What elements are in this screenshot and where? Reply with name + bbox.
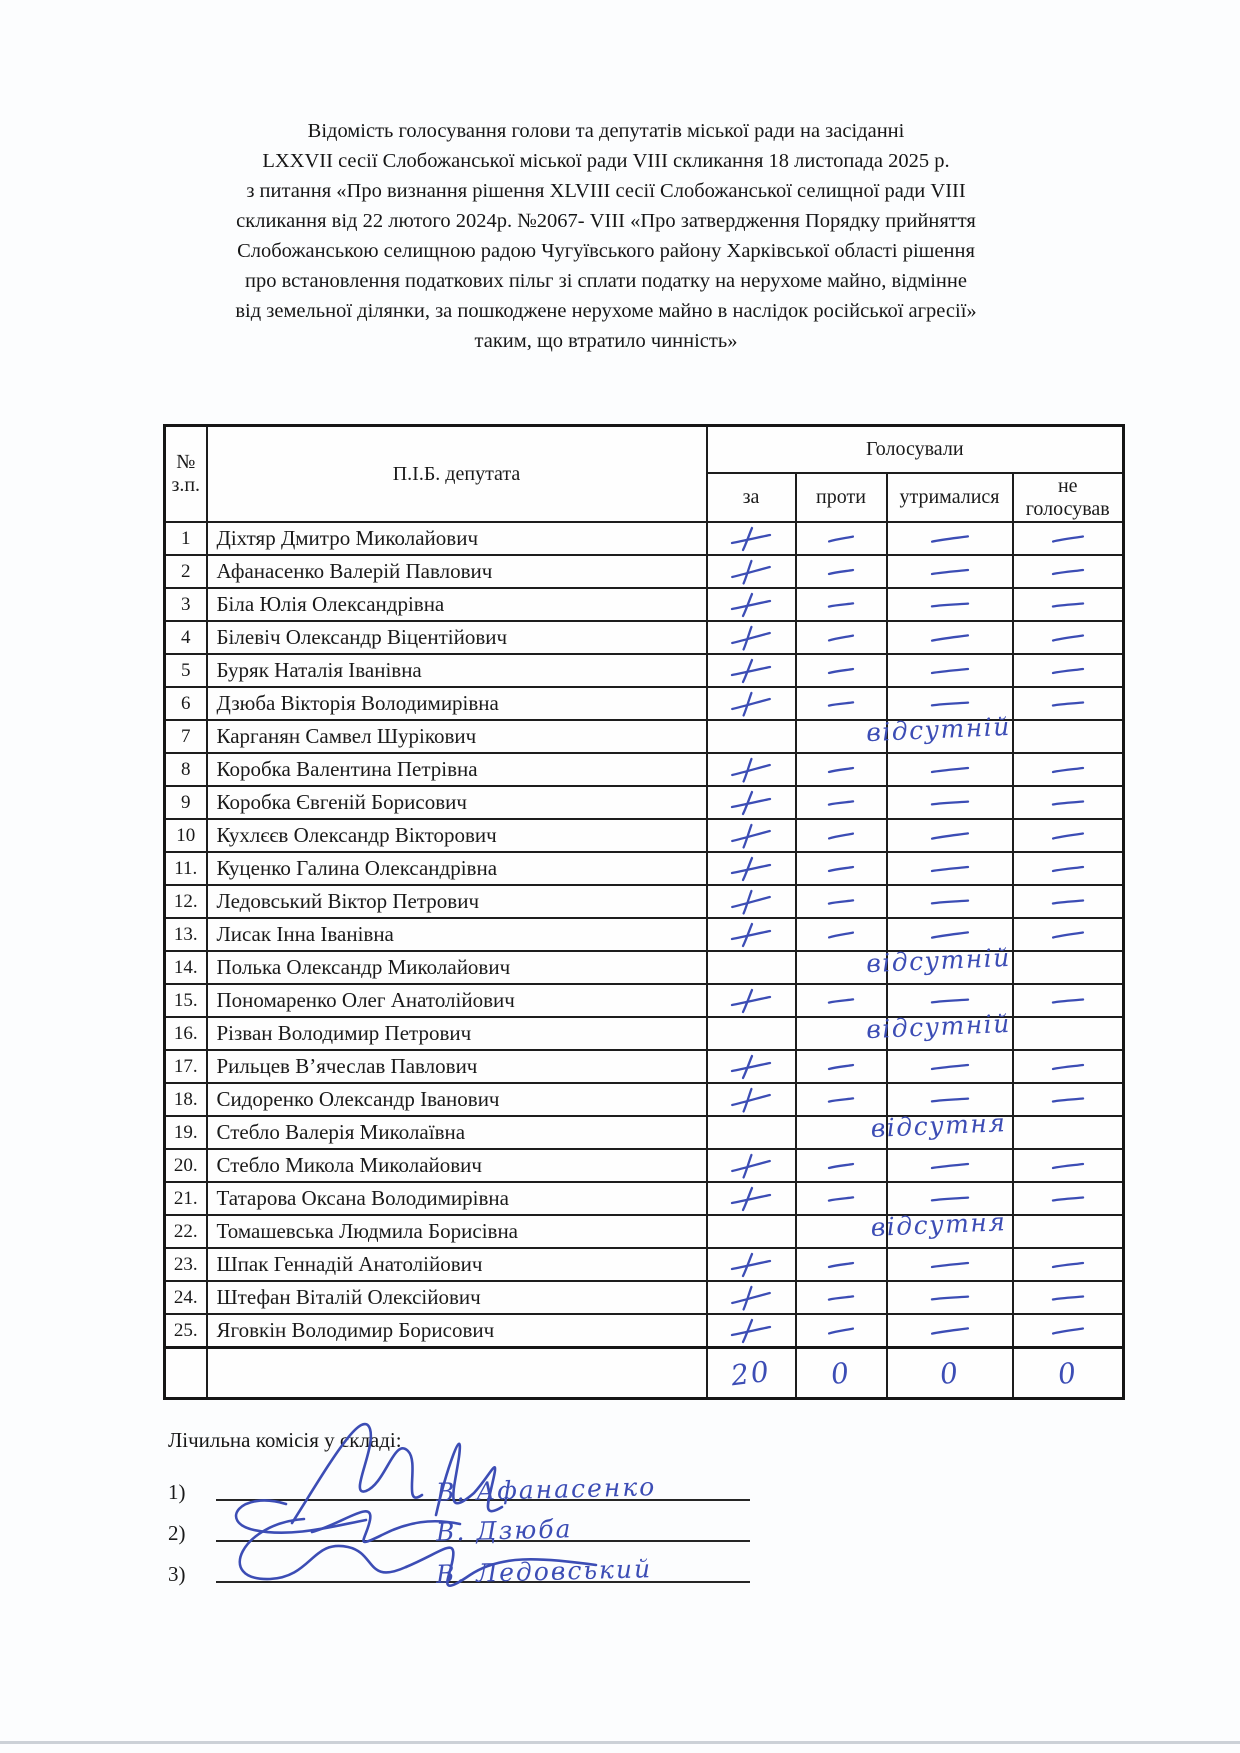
row-number: 6: [165, 687, 207, 720]
absent-note: відсутній: [865, 711, 1011, 748]
empty-dash-mark-icon: [928, 697, 970, 710]
empty-dash-mark-icon: [929, 1259, 971, 1271]
deputy-row: [165, 819, 1124, 852]
deputy-name: Лисак Інна Іванівна: [207, 918, 707, 951]
deputy-row: [165, 885, 1124, 918]
empty-dash-mark-icon: [1050, 1160, 1086, 1172]
absent-note: відсутня: [869, 1108, 1007, 1143]
absent-note: відсутній: [865, 942, 1011, 979]
vote-utrymalysia-cell: [887, 522, 1013, 555]
empty-dash-mark-icon: [826, 764, 856, 776]
empty-dash-mark-icon: [1050, 1324, 1086, 1337]
empty-dash-mark-icon: [826, 1160, 856, 1172]
empty-dash-mark-icon: [929, 566, 971, 578]
vote-plus-mark-icon: [729, 988, 773, 1014]
vote-ne-holosuvav-cell: [1013, 753, 1124, 786]
row-number: 18.: [165, 1083, 207, 1116]
deputy-name: Сидоренко Олександр Іванович: [207, 1083, 707, 1116]
vote-proty-cell: [796, 753, 887, 786]
vote-plus-mark-icon: [728, 1283, 773, 1311]
vote-utrymalysia-cell: [887, 555, 1013, 588]
vote-za-cell: [707, 1050, 796, 1083]
deputies-table-body: [165, 522, 1124, 1348]
vote-proty-cell: [796, 687, 887, 720]
vote-proty-cell: [796, 1314, 887, 1348]
vote-plus-mark-icon: [729, 856, 773, 882]
vote-ne-holosuvav-cell: [1013, 621, 1124, 654]
deputy-name: Стебло Микола Миколайович: [207, 1149, 707, 1182]
vote-ne-holosuvav-cell: [1013, 588, 1124, 621]
deputy-row: [165, 1149, 1124, 1182]
vote-ne-holosuvav-cell: [1013, 1050, 1124, 1083]
deputy-row: [165, 1017, 1124, 1050]
vote-ne-holosuvav-cell: [1013, 819, 1124, 852]
commission-label: Лічильна комісія у складі:: [168, 1428, 402, 1452]
total-proty-cell: [796, 1348, 887, 1399]
empty-dash-mark-icon: [826, 1324, 856, 1337]
empty-dash-mark-icon: [826, 532, 856, 545]
deputy-name: Різван Володимир Петрович: [207, 1017, 707, 1050]
deputy-name: Штефан Віталій Олексійович: [207, 1281, 707, 1314]
empty-dash-mark-icon: [1050, 1259, 1086, 1271]
deputy-row: [165, 786, 1124, 819]
vote-proty-cell: [796, 1182, 887, 1215]
total-ne-holosuvav-cell: [1013, 1348, 1124, 1399]
row-number: 9: [165, 786, 207, 819]
vote-plus-mark-icon: [728, 689, 773, 717]
empty-dash-mark-icon: [1050, 796, 1086, 809]
vote-proty-cell: [796, 1281, 887, 1314]
deputy-name: Дзюба Вікторія Володимирівна: [207, 687, 707, 720]
vote-za-cell: [707, 687, 796, 720]
row-number: 14.: [165, 951, 207, 984]
vote-proty-cell: [796, 522, 887, 555]
vote-ne-holosuvav-cell: [1013, 1149, 1124, 1182]
row-number: 2: [165, 555, 207, 588]
empty-dash-mark-icon: [826, 1291, 856, 1304]
deputy-row: [165, 852, 1124, 885]
title-line: з питання «Про визнання рішення XLVIII сесії Слобожанської селищної ради VIII: [246, 180, 966, 202]
deputy-name: Полька Олександр Миколайович: [207, 951, 707, 984]
vote-za-cell: [707, 621, 796, 654]
vote-utrymalysia-cell: [887, 1149, 1013, 1182]
vote-proty-cell: [796, 819, 887, 852]
total-za-value: 20: [729, 1354, 773, 1392]
title-line: таким, що втратило чинність»: [474, 330, 738, 352]
vote-proty-cell: [796, 588, 887, 621]
signature-name: В. Афанасенко: [435, 1472, 657, 1507]
vote-utrymalysia-cell: [887, 819, 1013, 852]
row-number: 22.: [165, 1215, 207, 1248]
empty-dash-mark-icon: [929, 665, 971, 677]
deputy-name: Буряк Наталія Іванівна: [207, 654, 707, 687]
vote-ne-holosuvav-cell: [1013, 1248, 1124, 1281]
deputy-name: Карганян Самвел Шурікович: [207, 720, 707, 753]
total-utrymalysia-value: 0: [937, 1355, 962, 1391]
empty-dash-mark-icon: [929, 1061, 971, 1073]
vote-proty-cell: [796, 1207, 1007, 1248]
signature-line-number: 2): [168, 1521, 186, 1545]
empty-dash-mark-icon: [826, 829, 856, 842]
empty-dash-mark-icon: [826, 796, 856, 809]
vote-za-cell: [707, 786, 796, 819]
voting-table: [163, 424, 1125, 1400]
row-number: 13.: [165, 918, 207, 951]
vote-proty-cell: [796, 621, 887, 654]
vote-proty-cell: [796, 1149, 887, 1182]
vote-proty-cell: [796, 555, 887, 588]
deputy-name: Рильцев В’ячеслав Павлович: [207, 1050, 707, 1083]
col-header-number-bottom: з.п.: [171, 474, 201, 496]
vote-plus-mark-icon: [728, 821, 773, 849]
empty-dash-mark-icon: [826, 566, 856, 578]
vote-utrymalysia-cell: [887, 654, 1013, 687]
deputy-row: [165, 522, 1124, 555]
empty-dash-mark-icon: [928, 994, 970, 1007]
vote-plus-mark-icon: [729, 1318, 773, 1344]
table-footer: [165, 1348, 1124, 1399]
col-header-utrymalysia: утрималися: [887, 473, 1013, 522]
totals-empty-name-cell: [207, 1348, 707, 1399]
vote-za-cell: [707, 1083, 796, 1116]
deputy-name: Кухлєєв Олександр Вікторович: [207, 819, 707, 852]
title-line: від земельної ділянки, за пошкоджене нерухоме майно в наслідок російської агресії»: [235, 300, 977, 322]
vote-ne-holosuvav-cell: [1013, 852, 1124, 885]
vote-plus-mark-icon: [728, 887, 773, 915]
vote-plus-mark-icon: [729, 658, 773, 684]
row-number: 16.: [165, 1017, 207, 1050]
row-number: 20.: [165, 1149, 207, 1182]
empty-dash-mark-icon: [826, 928, 856, 941]
vote-za-cell: [707, 588, 796, 621]
vote-proty-cell: [796, 786, 887, 819]
vote-utrymalysia-cell: [887, 1248, 1013, 1281]
empty-dash-mark-icon: [928, 1093, 970, 1106]
vote-plus-mark-icon: [728, 1085, 773, 1113]
row-number: 7: [165, 720, 207, 753]
signature-line-3: [168, 1551, 908, 1592]
vote-proty-cell: [796, 942, 1011, 984]
row-number: 12.: [165, 885, 207, 918]
vote-za-cell: [707, 852, 796, 885]
deputy-name: Діхтяр Дмитро Миколайович: [207, 522, 707, 555]
signature-line-1: [168, 1469, 908, 1510]
col-header-voted-group: Голосували: [707, 426, 1124, 474]
vote-ne-holosuvav-cell: [1013, 786, 1124, 819]
empty-dash-mark-icon: [928, 1192, 970, 1205]
deputy-name: Біла Юлія Олександрівна: [207, 588, 707, 621]
vote-proty-cell: [796, 1248, 887, 1281]
vote-proty-cell: [796, 1108, 1007, 1149]
empty-dash-mark-icon: [1050, 532, 1086, 545]
empty-dash-mark-icon: [826, 697, 856, 710]
empty-dash-mark-icon: [1050, 764, 1086, 776]
col-header-za: за: [707, 473, 796, 522]
vote-proty-cell: [796, 711, 1011, 753]
vote-plus-mark-icon: [729, 922, 773, 948]
signature-name: В. Дзюба: [435, 1514, 573, 1547]
row-number: 11.: [165, 852, 207, 885]
title-line: Відомість голосування голови та депутатів міської ради на засіданні: [307, 120, 905, 142]
deputy-row: [165, 951, 1124, 984]
total-proty-value: 0: [829, 1355, 853, 1391]
col-header-ne-holosuvav: не голосував: [1013, 473, 1124, 522]
deputy-row: [165, 1050, 1124, 1083]
empty-dash-mark-icon: [928, 631, 970, 644]
vote-ne-holosuvav-cell: [1013, 1281, 1124, 1314]
deputy-name: Білевіч Олександр Віцентійович: [207, 621, 707, 654]
vote-plus-mark-icon: [729, 1054, 773, 1080]
empty-dash-mark-icon: [826, 1061, 856, 1073]
vote-ne-holosuvav-cell: [1013, 1314, 1124, 1348]
vote-proty-cell: [796, 654, 887, 687]
vote-utrymalysia-cell: [887, 753, 1013, 786]
deputy-row: [165, 621, 1124, 654]
vote-proty-cell: [796, 918, 887, 951]
empty-dash-mark-icon: [1050, 863, 1086, 875]
document-title: [166, 116, 1046, 356]
title-line: LXXVII сесії Слобожанської міської ради VIII скликання 18 листопада 2025 р.: [262, 150, 950, 172]
row-number: 19.: [165, 1116, 207, 1149]
vote-za-cell: [707, 555, 796, 588]
totals-row: [165, 1348, 1124, 1399]
empty-dash-mark-icon: [826, 1259, 856, 1271]
vote-ne-holosuvav-cell: [1013, 885, 1124, 918]
vote-za-cell: [707, 522, 796, 555]
totals-empty-number-cell: [165, 1348, 207, 1399]
col-header-number: [165, 426, 207, 523]
absent-note: відсутня: [869, 1207, 1007, 1242]
empty-dash-mark-icon: [1050, 598, 1086, 611]
signature-name: В. Ледовський: [435, 1554, 653, 1589]
title-line: скликання від 22 лютого 2024р. №2067- VIII «Про затвердження Порядку прийняття: [236, 210, 976, 232]
deputy-row: [165, 654, 1124, 687]
empty-dash-mark-icon: [928, 598, 970, 611]
total-za-cell: [707, 1348, 796, 1399]
empty-dash-mark-icon: [928, 532, 970, 545]
title-line: Слобожанською селищною радою Чугуївського району Харківської області рішення: [237, 240, 975, 262]
row-number: 17.: [165, 1050, 207, 1083]
signature-line-number: 3): [168, 1562, 186, 1586]
vote-za-cell: [707, 918, 796, 951]
deputy-row: [165, 1215, 1124, 1248]
vote-utrymalysia-cell: [887, 885, 1013, 918]
row-number: 23.: [165, 1248, 207, 1281]
deputy-name: Коробка Євгеній Борисович: [207, 786, 707, 819]
row-number: 15.: [165, 984, 207, 1017]
vote-utrymalysia-cell: [887, 852, 1013, 885]
signature-line-2: [168, 1510, 908, 1551]
row-number: 1: [165, 522, 207, 555]
title-line: про встановлення податкових пільг зі сплати податку на нерухоме майно, відмінне: [245, 270, 967, 292]
vote-plus-mark-icon: [729, 790, 773, 816]
empty-dash-mark-icon: [929, 764, 971, 776]
vote-za-cell: [707, 984, 796, 1017]
vote-za-cell: [707, 1314, 796, 1348]
empty-dash-mark-icon: [826, 1093, 856, 1106]
empty-dash-mark-icon: [928, 1324, 970, 1337]
empty-dash-mark-icon: [928, 895, 970, 908]
deputy-row: [165, 555, 1124, 588]
col-header-proty: проти: [796, 473, 887, 522]
empty-dash-mark-icon: [929, 1160, 971, 1172]
empty-dash-mark-icon: [928, 829, 970, 842]
empty-dash-mark-icon: [826, 1192, 856, 1205]
empty-dash-mark-icon: [826, 863, 856, 875]
vote-za-cell: [707, 819, 796, 852]
vote-plus-mark-icon: [728, 755, 773, 783]
empty-dash-mark-icon: [928, 1291, 970, 1304]
vote-utrymalysia-cell: [887, 1050, 1013, 1083]
deputy-row: [165, 720, 1124, 753]
vote-plus-mark-icon: [728, 557, 773, 585]
total-ne-holosuvav-value: 0: [1055, 1355, 1080, 1391]
row-number: 21.: [165, 1182, 207, 1215]
vote-proty-cell: [796, 1050, 887, 1083]
signature-line-number: 1): [168, 1480, 186, 1504]
empty-dash-mark-icon: [826, 598, 856, 611]
vote-plus-mark-icon: [729, 526, 773, 552]
deputy-name: Куценко Галина Олександрівна: [207, 852, 707, 885]
vote-za-cell: [707, 885, 796, 918]
deputy-name: Татарова Оксана Володимирівна: [207, 1182, 707, 1215]
vote-utrymalysia-cell: [887, 1281, 1013, 1314]
vote-ne-holosuvav-cell: [1013, 555, 1124, 588]
deputy-name: Ледовський Віктор Петрович: [207, 885, 707, 918]
deputy-row: [165, 753, 1124, 786]
empty-dash-mark-icon: [826, 665, 856, 677]
vote-utrymalysia-cell: [887, 786, 1013, 819]
vote-plus-mark-icon: [729, 1252, 773, 1278]
deputy-row: [165, 588, 1124, 621]
vote-za-cell: [707, 1248, 796, 1281]
row-number: 24.: [165, 1281, 207, 1314]
deputy-name: Коробка Валентина Петрівна: [207, 753, 707, 786]
empty-dash-mark-icon: [928, 928, 970, 941]
vote-utrymalysia-cell: [887, 621, 1013, 654]
vote-proty-cell: [796, 1083, 887, 1116]
empty-dash-mark-icon: [1050, 566, 1086, 578]
deputy-name: Томашевська Людмила Борисівна: [207, 1215, 707, 1248]
vote-za-cell: [707, 1281, 796, 1314]
row-number: 25.: [165, 1314, 207, 1348]
empty-dash-mark-icon: [929, 863, 971, 875]
deputy-name: Афанасенко Валерій Павлович: [207, 555, 707, 588]
deputy-name: Пономаренко Олег Анатолійович: [207, 984, 707, 1017]
absent-note: відсутній: [865, 1008, 1011, 1045]
deputy-row: [165, 1314, 1124, 1348]
empty-dash-mark-icon: [1050, 631, 1086, 644]
vote-proty-cell: [796, 852, 887, 885]
vote-plus-mark-icon: [728, 1151, 773, 1179]
row-number: 3: [165, 588, 207, 621]
empty-dash-mark-icon: [1050, 895, 1086, 908]
empty-dash-mark-icon: [1050, 1061, 1086, 1073]
vote-plus-mark-icon: [729, 1186, 773, 1212]
empty-dash-mark-icon: [1050, 1291, 1086, 1304]
vote-proty-cell: [796, 885, 887, 918]
vote-proty-cell: [796, 1008, 1011, 1050]
vote-plus-mark-icon: [729, 592, 773, 618]
empty-dash-mark-icon: [1050, 829, 1086, 842]
deputy-row: [165, 1248, 1124, 1281]
empty-dash-mark-icon: [826, 631, 856, 644]
row-number: 8: [165, 753, 207, 786]
vote-za-cell: [707, 753, 796, 786]
counting-commission-section: [168, 1428, 908, 1592]
deputy-row: [165, 1116, 1124, 1149]
deputy-name: Стебло Валерія Миколаївна: [207, 1116, 707, 1149]
col-header-number-top: №: [176, 451, 196, 473]
deputy-name: Шпак Геннадій Анатолійович: [207, 1248, 707, 1281]
vote-proty-cell: [796, 984, 887, 1017]
empty-dash-mark-icon: [1050, 665, 1086, 677]
vote-za-cell: [707, 1149, 796, 1182]
col-header-deputy-name: П.І.Б. депутата: [207, 426, 707, 523]
scan-edge-line: [0, 1741, 1240, 1744]
empty-dash-mark-icon: [826, 994, 856, 1007]
vote-plus-mark-icon: [728, 623, 773, 651]
table-header: [165, 426, 1124, 523]
row-number: 4: [165, 621, 207, 654]
total-utrymalysia-cell: [887, 1348, 1013, 1399]
empty-dash-mark-icon: [826, 895, 856, 908]
empty-dash-mark-icon: [928, 796, 970, 809]
row-number: 10: [165, 819, 207, 852]
vote-utrymalysia-cell: [887, 1314, 1013, 1348]
vote-za-cell: [707, 654, 796, 687]
vote-za-cell: [707, 1182, 796, 1215]
deputy-row: [165, 1281, 1124, 1314]
vote-ne-holosuvav-cell: [1013, 522, 1124, 555]
vote-ne-holosuvav-cell: [1013, 654, 1124, 687]
deputy-name: Яговкін Володимир Борисович: [207, 1314, 707, 1348]
vote-utrymalysia-cell: [887, 588, 1013, 621]
row-number: 5: [165, 654, 207, 687]
